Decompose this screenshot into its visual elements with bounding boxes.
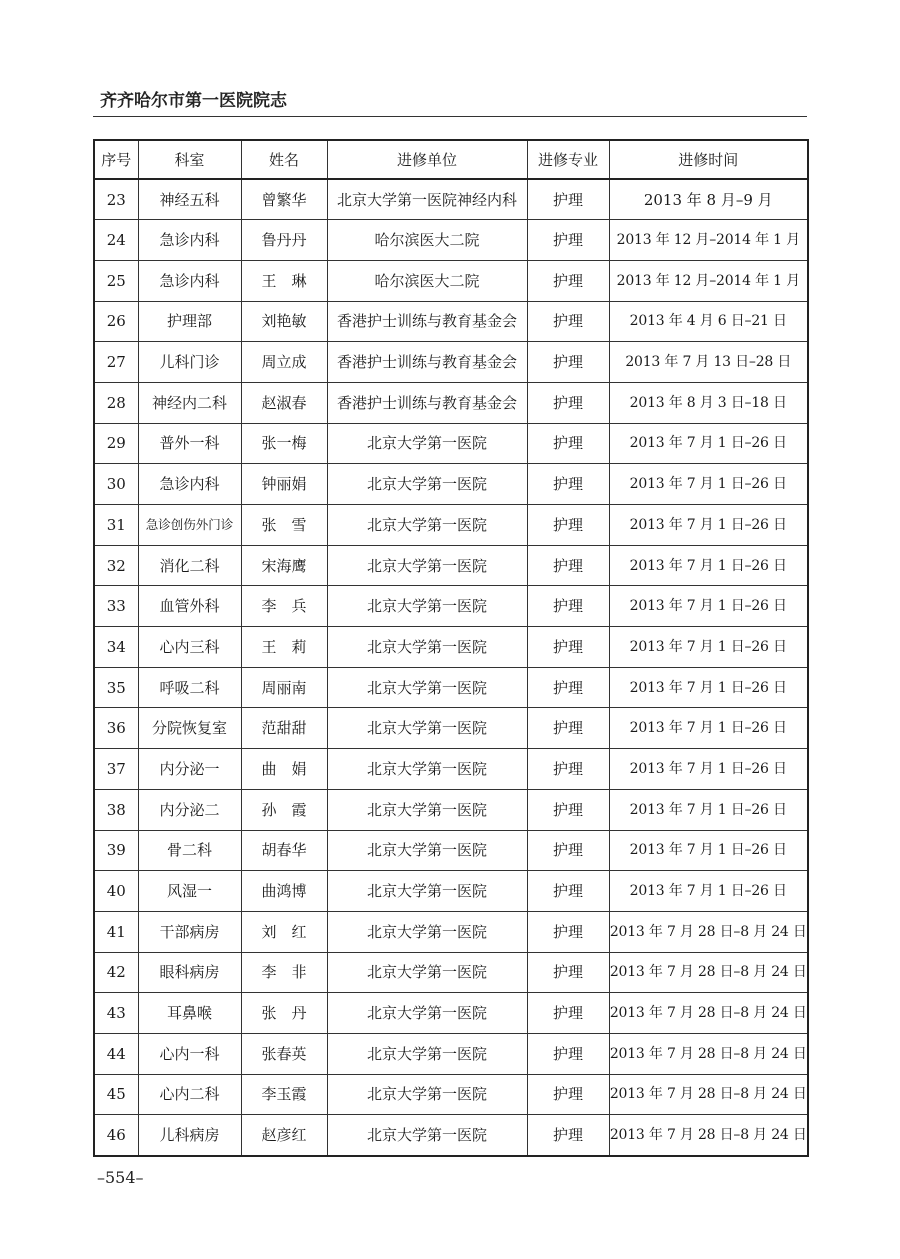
- table-row: [94, 342, 808, 383]
- row-department: 呼吸二科: [138, 667, 241, 708]
- table-row: [94, 1074, 808, 1115]
- table-row: [94, 627, 808, 668]
- row-name: 赵淑春: [241, 382, 327, 423]
- row-specialty: 护理: [527, 667, 609, 708]
- row-training-unit: 北京大学第一医院: [327, 586, 527, 627]
- row-index: 32: [94, 545, 138, 586]
- row-index: 35: [94, 667, 138, 708]
- row-training-time: 2013 年 7 月 28 日–8 月 24 日: [609, 952, 808, 993]
- row-name: 李 兵: [241, 586, 327, 627]
- row-specialty: 护理: [527, 505, 609, 546]
- row-index: 33: [94, 586, 138, 627]
- row-training-time: 2013 年 7 月 1 日–26 日: [609, 667, 808, 708]
- row-name: 张春英: [241, 1033, 327, 1074]
- row-department: 神经内二科: [138, 382, 241, 423]
- table-row: [94, 789, 808, 830]
- row-index: 31: [94, 505, 138, 546]
- row-training-unit: 北京大学第一医院: [327, 627, 527, 668]
- table-row: [94, 1033, 808, 1074]
- row-training-time: 2013 年 7 月 13 日–28 日: [609, 342, 808, 383]
- row-department: 急诊内科: [138, 260, 241, 301]
- table-row: [94, 179, 808, 220]
- table-row: [94, 586, 808, 627]
- row-training-time: 2013 年 7 月 1 日–26 日: [609, 830, 808, 871]
- row-index: 39: [94, 830, 138, 871]
- row-name: 刘 红: [241, 911, 327, 952]
- row-specialty: 护理: [527, 586, 609, 627]
- row-name: 范甜甜: [241, 708, 327, 749]
- row-index: 40: [94, 871, 138, 912]
- row-specialty: 护理: [527, 911, 609, 952]
- row-training-unit: 北京大学第一医院: [327, 911, 527, 952]
- training-records-table: [93, 139, 809, 1157]
- row-specialty: 护理: [527, 789, 609, 830]
- row-index: 36: [94, 708, 138, 749]
- row-training-unit: 北京大学第一医院神经内科: [327, 179, 527, 220]
- row-name: 孙 霞: [241, 789, 327, 830]
- row-department: 眼科病房: [138, 952, 241, 993]
- table-row: [94, 505, 808, 546]
- row-index: 44: [94, 1033, 138, 1074]
- row-specialty: 护理: [527, 301, 609, 342]
- row-training-unit: 北京大学第一医院: [327, 1074, 527, 1115]
- row-department: 护理部: [138, 301, 241, 342]
- row-training-unit: 香港护士训练与教育基金会: [327, 301, 527, 342]
- row-department: 普外一科: [138, 423, 241, 464]
- row-department: 血管外科: [138, 586, 241, 627]
- row-training-unit: 北京大学第一医院: [327, 1033, 527, 1074]
- row-specialty: 护理: [527, 464, 609, 505]
- row-department: 风湿一: [138, 871, 241, 912]
- row-specialty: 护理: [527, 871, 609, 912]
- row-name: 王 莉: [241, 627, 327, 668]
- column-header-index: 序号: [94, 140, 138, 179]
- table-row: [94, 464, 808, 505]
- row-training-unit: 哈尔滨医大二院: [327, 220, 527, 261]
- row-specialty: 护理: [527, 627, 609, 668]
- row-index: 34: [94, 627, 138, 668]
- row-training-time: 2013 年 8 月 3 日–18 日: [609, 382, 808, 423]
- row-training-unit: 香港护士训练与教育基金会: [327, 382, 527, 423]
- row-name: 曾繁华: [241, 179, 327, 220]
- row-index: 23: [94, 179, 138, 220]
- column-header-name: 姓名: [241, 140, 327, 179]
- row-index: 41: [94, 911, 138, 952]
- row-index: 43: [94, 993, 138, 1034]
- row-department: 神经五科: [138, 179, 241, 220]
- row-name: 张一梅: [241, 423, 327, 464]
- row-department: 急诊内科: [138, 464, 241, 505]
- row-name: 张 雪: [241, 505, 327, 546]
- row-name: 赵彦红: [241, 1115, 327, 1156]
- row-training-unit: 北京大学第一医院: [327, 545, 527, 586]
- table-row: [94, 301, 808, 342]
- row-department: 消化二科: [138, 545, 241, 586]
- row-index: 26: [94, 301, 138, 342]
- row-training-unit: 北京大学第一医院: [327, 708, 527, 749]
- row-index: 29: [94, 423, 138, 464]
- row-training-time: 2013 年 7 月 1 日–26 日: [609, 464, 808, 505]
- row-index: 46: [94, 1115, 138, 1156]
- row-index: 45: [94, 1074, 138, 1115]
- row-specialty: 护理: [527, 952, 609, 993]
- row-specialty: 护理: [527, 220, 609, 261]
- row-name: 王 琳: [241, 260, 327, 301]
- row-department: 干部病房: [138, 911, 241, 952]
- row-training-unit: 香港护士训练与教育基金会: [327, 342, 527, 383]
- column-header-training-unit: 进修单位: [327, 140, 527, 179]
- row-department: 内分泌二: [138, 789, 241, 830]
- table-body: [94, 179, 808, 1156]
- row-name: 曲鸿博: [241, 871, 327, 912]
- row-index: 38: [94, 789, 138, 830]
- row-name: 李玉霞: [241, 1074, 327, 1115]
- row-specialty: 护理: [527, 179, 609, 220]
- row-training-time: 2013 年 7 月 1 日–26 日: [609, 545, 808, 586]
- row-name: 张 丹: [241, 993, 327, 1034]
- row-name: 曲 娟: [241, 749, 327, 790]
- row-training-time: 2013 年 12 月–2014 年 1 月: [609, 260, 808, 301]
- row-training-time: 2013 年 7 月 28 日–8 月 24 日: [609, 911, 808, 952]
- row-training-unit: 哈尔滨医大二院: [327, 260, 527, 301]
- row-department: 内分泌一: [138, 749, 241, 790]
- row-department: 耳鼻喉: [138, 993, 241, 1034]
- row-training-time: 2013 年 7 月 28 日–8 月 24 日: [609, 1033, 808, 1074]
- row-index: 30: [94, 464, 138, 505]
- row-training-time: 2013 年 7 月 1 日–26 日: [609, 505, 808, 546]
- row-training-time: 2013 年 8 月–9 月: [609, 179, 808, 220]
- row-name: 李 非: [241, 952, 327, 993]
- row-training-time: 2013 年 7 月 28 日–8 月 24 日: [609, 993, 808, 1034]
- row-training-unit: 北京大学第一医院: [327, 505, 527, 546]
- table-row: [94, 382, 808, 423]
- row-specialty: 护理: [527, 708, 609, 749]
- row-training-time: 2013 年 7 月 1 日–26 日: [609, 423, 808, 464]
- row-department: 儿科病房: [138, 1115, 241, 1156]
- table-row: [94, 708, 808, 749]
- table-row: [94, 911, 808, 952]
- row-department: 心内二科: [138, 1074, 241, 1115]
- row-specialty: 护理: [527, 749, 609, 790]
- row-index: 25: [94, 260, 138, 301]
- row-specialty: 护理: [527, 993, 609, 1034]
- column-header-training-time: 进修时间: [609, 140, 808, 179]
- row-training-unit: 北京大学第一医院: [327, 952, 527, 993]
- row-index: 28: [94, 382, 138, 423]
- row-name: 宋海鹰: [241, 545, 327, 586]
- column-header-specialty: 进修专业: [527, 140, 609, 179]
- row-specialty: 护理: [527, 260, 609, 301]
- table-row: [94, 667, 808, 708]
- row-training-time: 2013 年 7 月 1 日–26 日: [609, 871, 808, 912]
- row-index: 42: [94, 952, 138, 993]
- row-training-unit: 北京大学第一医院: [327, 667, 527, 708]
- row-name: 周立成: [241, 342, 327, 383]
- row-name: 周丽南: [241, 667, 327, 708]
- row-training-time: 2013 年 7 月 1 日–26 日: [609, 708, 808, 749]
- row-name: 刘艳敏: [241, 301, 327, 342]
- row-index: 37: [94, 749, 138, 790]
- row-department: 心内三科: [138, 627, 241, 668]
- row-training-time: 2013 年 12 月–2014 年 1 月: [609, 220, 808, 261]
- row-department: 分院恢复室: [138, 708, 241, 749]
- column-header-department: 科室: [138, 140, 241, 179]
- table-row: [94, 993, 808, 1034]
- row-department: 急诊创伤外门诊: [138, 505, 241, 546]
- row-training-time: 2013 年 7 月 1 日–26 日: [609, 749, 808, 790]
- row-training-unit: 北京大学第一医院: [327, 749, 527, 790]
- row-training-time: 2013 年 4 月 6 日–21 日: [609, 301, 808, 342]
- row-training-time: 2013 年 7 月 28 日–8 月 24 日: [609, 1115, 808, 1156]
- row-index: 24: [94, 220, 138, 261]
- row-specialty: 护理: [527, 830, 609, 871]
- row-specialty: 护理: [527, 342, 609, 383]
- row-index: 27: [94, 342, 138, 383]
- page-header-title: 齐齐哈尔市第一医院院志: [100, 91, 287, 111]
- row-training-unit: 北京大学第一医院: [327, 1115, 527, 1156]
- row-training-unit: 北京大学第一医院: [327, 464, 527, 505]
- row-name: 钟丽娟: [241, 464, 327, 505]
- table-header-row: [94, 140, 808, 179]
- table-row: [94, 260, 808, 301]
- row-department: 骨二科: [138, 830, 241, 871]
- table-row: [94, 545, 808, 586]
- row-department: 心内一科: [138, 1033, 241, 1074]
- row-specialty: 护理: [527, 545, 609, 586]
- table-row: [94, 220, 808, 261]
- table-row: [94, 423, 808, 464]
- row-training-unit: 北京大学第一医院: [327, 423, 527, 464]
- row-specialty: 护理: [527, 423, 609, 464]
- page-number: –554–: [97, 1168, 144, 1187]
- header-rule: [93, 116, 807, 117]
- table-row: [94, 871, 808, 912]
- table-row: [94, 952, 808, 993]
- row-training-time: 2013 年 7 月 1 日–26 日: [609, 789, 808, 830]
- row-name: 鲁丹丹: [241, 220, 327, 261]
- row-training-time: 2013 年 7 月 1 日–26 日: [609, 586, 808, 627]
- row-training-unit: 北京大学第一医院: [327, 789, 527, 830]
- row-training-unit: 北京大学第一医院: [327, 871, 527, 912]
- row-specialty: 护理: [527, 382, 609, 423]
- row-department: 急诊内科: [138, 220, 241, 261]
- row-specialty: 护理: [527, 1074, 609, 1115]
- table-row: [94, 1115, 808, 1156]
- table-row: [94, 749, 808, 790]
- row-training-time: 2013 年 7 月 28 日–8 月 24 日: [609, 1074, 808, 1115]
- row-name: 胡春华: [241, 830, 327, 871]
- row-training-time: 2013 年 7 月 1 日–26 日: [609, 627, 808, 668]
- row-department: 儿科门诊: [138, 342, 241, 383]
- row-specialty: 护理: [527, 1033, 609, 1074]
- row-training-unit: 北京大学第一医院: [327, 830, 527, 871]
- row-training-unit: 北京大学第一医院: [327, 993, 527, 1034]
- row-specialty: 护理: [527, 1115, 609, 1156]
- table-row: [94, 830, 808, 871]
